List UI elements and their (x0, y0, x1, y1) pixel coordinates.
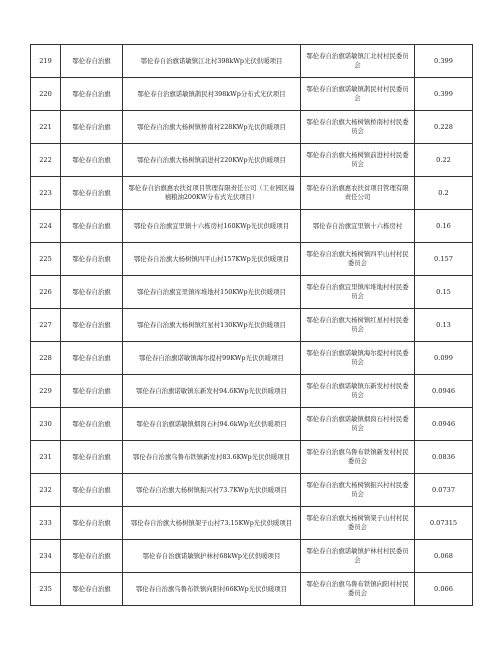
owner-cell: 鄂伦春自治旗诺敏镇江北村村民委员会 (301, 45, 415, 78)
row-number: 219 (31, 45, 61, 78)
owner-cell: 鄂伦春自治旗乌鲁布铁镇新发村村民委员会 (301, 441, 415, 474)
table-row (31, 177, 473, 210)
owner-cell: 鄂伦春自治旗乌鲁布铁镇向阳村村民委员会 (301, 573, 415, 606)
row-number: 230 (31, 408, 61, 441)
project-name-cell: 鄂伦春自治旗惠农扶贫项目管理有限责任公司（工业园区福禧粮油200KW分布式光伏项目） (123, 177, 301, 210)
project-table (30, 44, 473, 606)
capacity-cell: 0.13 (415, 309, 473, 342)
table-row (31, 144, 473, 177)
county-cell: 鄂伦春自治旗 (61, 441, 123, 474)
table-row (31, 78, 473, 111)
owner-cell: 鄂伦春自治旗诺敏镇鹊民村村民委员会 (301, 78, 415, 111)
owner-cell: 鄂伦春自治旗大杨树镇振兴村村民委员会 (301, 474, 415, 507)
row-number: 229 (31, 375, 61, 408)
capacity-cell: 0.15 (415, 276, 473, 309)
project-name-cell: 鄂伦春自治旗大杨树镇桥南村228KWp光伏供暖项目 (123, 111, 301, 144)
capacity-cell: 0.068 (415, 540, 473, 573)
county-cell: 鄂伦春自治旗 (61, 474, 123, 507)
table-row (31, 540, 473, 573)
owner-cell: 鄂伦春自治旗诺敏镇护林村村民委员会 (301, 540, 415, 573)
project-name-cell: 鄂伦春自治旗大杨树镇四平山村157KWp光伏供暖项目 (123, 243, 301, 276)
county-cell: 鄂伦春自治旗 (61, 45, 123, 78)
owner-cell: 鄂伦春自治旗宜里镇库堆地村村民委员会 (301, 276, 415, 309)
county-cell: 鄂伦春自治旗 (61, 177, 123, 210)
row-number: 227 (31, 309, 61, 342)
owner-cell: 鄂伦春自治旗惠农扶贫项目管理有限责任公司 (301, 177, 415, 210)
row-number: 232 (31, 474, 61, 507)
project-name-cell: 鄂伦春自治旗诺敏镇护林村68kWp光伏供暖项目 (123, 540, 301, 573)
row-number: 231 (31, 441, 61, 474)
table-row (31, 474, 473, 507)
table-row (31, 342, 473, 375)
row-number: 234 (31, 540, 61, 573)
capacity-cell: 0.0946 (415, 375, 473, 408)
project-name-cell: 鄂伦春自治旗乌鲁布铁镇向阳村66KWp光伏供暖项目 (123, 573, 301, 606)
owner-cell: 鄂伦春自治旗诺敏镇海尔提村村民委员会 (301, 342, 415, 375)
county-cell: 鄂伦春自治旗 (61, 78, 123, 111)
county-cell: 鄂伦春自治旗 (61, 144, 123, 177)
table-row (31, 441, 473, 474)
county-cell: 鄂伦春自治旗 (61, 210, 123, 243)
capacity-cell: 0.07315 (415, 507, 473, 540)
project-name-cell: 鄂伦春自治旗大杨树镇红星村130KWp光伏供暖项目 (123, 309, 301, 342)
table-row (31, 276, 473, 309)
project-name-cell: 鄂伦春自治旗诺敏镇烟囱石村94.6kWp光伏供暖项目 (123, 408, 301, 441)
capacity-cell: 0.22 (415, 144, 473, 177)
table-row (31, 210, 473, 243)
county-cell: 鄂伦春自治旗 (61, 540, 123, 573)
capacity-cell: 0.399 (415, 78, 473, 111)
capacity-cell: 0.2 (415, 177, 473, 210)
project-name-cell: 鄂伦春自治旗大杨树镇架子山村73.15KWp光伏供暖项目 (123, 507, 301, 540)
owner-cell: 鄂伦春自治旗大杨树镇桥南村村民委员会 (301, 111, 415, 144)
owner-cell: 鄂伦春自治旗大杨树镇红星村村民委员会 (301, 309, 415, 342)
capacity-cell: 0.157 (415, 243, 473, 276)
table-row (31, 45, 473, 78)
row-number: 221 (31, 111, 61, 144)
row-number: 220 (31, 78, 61, 111)
capacity-cell: 0.399 (415, 45, 473, 78)
capacity-cell: 0.066 (415, 573, 473, 606)
row-number: 228 (31, 342, 61, 375)
county-cell: 鄂伦春自治旗 (61, 573, 123, 606)
capacity-cell: 0.0836 (415, 441, 473, 474)
project-name-cell: 鄂伦春自治旗大杨树镇振兴村73.7KWp光伏供暖项目 (123, 474, 301, 507)
capacity-cell: 0.099 (415, 342, 473, 375)
table-row (31, 573, 473, 606)
table-row (31, 243, 473, 276)
row-number: 235 (31, 573, 61, 606)
row-number: 223 (31, 177, 61, 210)
owner-cell: 鄂伦春自治旗诺敏镇烟囱石村村民委员会 (301, 408, 415, 441)
project-name-cell: 鄂伦春自治旗诺敏镇江北村398kWp光伏供暖项目 (123, 45, 301, 78)
project-name-cell: 鄂伦春自治旗乌鲁布铁镇新发村83.6KWp光伏供暖项目 (123, 441, 301, 474)
county-cell: 鄂伦春自治旗 (61, 408, 123, 441)
table-row (31, 375, 473, 408)
owner-cell: 鄂伦春自治旗诺敏镇东新发村村民委员会 (301, 375, 415, 408)
table-row (31, 507, 473, 540)
capacity-cell: 0.228 (415, 111, 473, 144)
county-cell: 鄂伦春自治旗 (61, 111, 123, 144)
project-name-cell: 鄂伦春自治旗宜里镇十六栋房村160KWp光伏供暖项目 (123, 210, 301, 243)
row-number: 226 (31, 276, 61, 309)
capacity-cell: 0.16 (415, 210, 473, 243)
county-cell: 鄂伦春自治旗 (61, 507, 123, 540)
project-table-body (31, 45, 473, 606)
table-row (31, 111, 473, 144)
owner-cell: 鄂伦春自治旗宜里镇十六栋房村 (301, 210, 415, 243)
county-cell: 鄂伦春自治旗 (61, 342, 123, 375)
row-number: 222 (31, 144, 61, 177)
capacity-cell: 0.0946 (415, 408, 473, 441)
project-name-cell: 鄂伦春自治旗诺敏镇东新发村94.6KWp光伏供暖项目 (123, 375, 301, 408)
table-row (31, 309, 473, 342)
owner-cell: 鄂伦春自治旗大杨树镇前进村村民委员会 (301, 144, 415, 177)
county-cell: 鄂伦春自治旗 (61, 375, 123, 408)
owner-cell: 鄂伦春自治旗大杨树镇架子山村村民委员会 (301, 507, 415, 540)
owner-cell: 鄂伦春自治旗大杨树镇四平山村村民委员会 (301, 243, 415, 276)
row-number: 225 (31, 243, 61, 276)
capacity-cell: 0.0737 (415, 474, 473, 507)
county-cell: 鄂伦春自治旗 (61, 243, 123, 276)
project-name-cell: 鄂伦春自治旗宜里镇库堆地村150KWp光伏供暖项目 (123, 276, 301, 309)
project-name-cell: 鄂伦春自治旗诺敏镇鹊民村398kWp分布式光伏项目 (123, 78, 301, 111)
county-cell: 鄂伦春自治旗 (61, 276, 123, 309)
project-name-cell: 鄂伦春自治旗大杨树镇前进村220KWp光伏供暖项目 (123, 144, 301, 177)
table-row (31, 408, 473, 441)
county-cell: 鄂伦春自治旗 (61, 309, 123, 342)
project-name-cell: 鄂伦春自治旗诺敏镇海尔提村99KWp光伏供暖项目 (123, 342, 301, 375)
row-number: 224 (31, 210, 61, 243)
row-number: 233 (31, 507, 61, 540)
